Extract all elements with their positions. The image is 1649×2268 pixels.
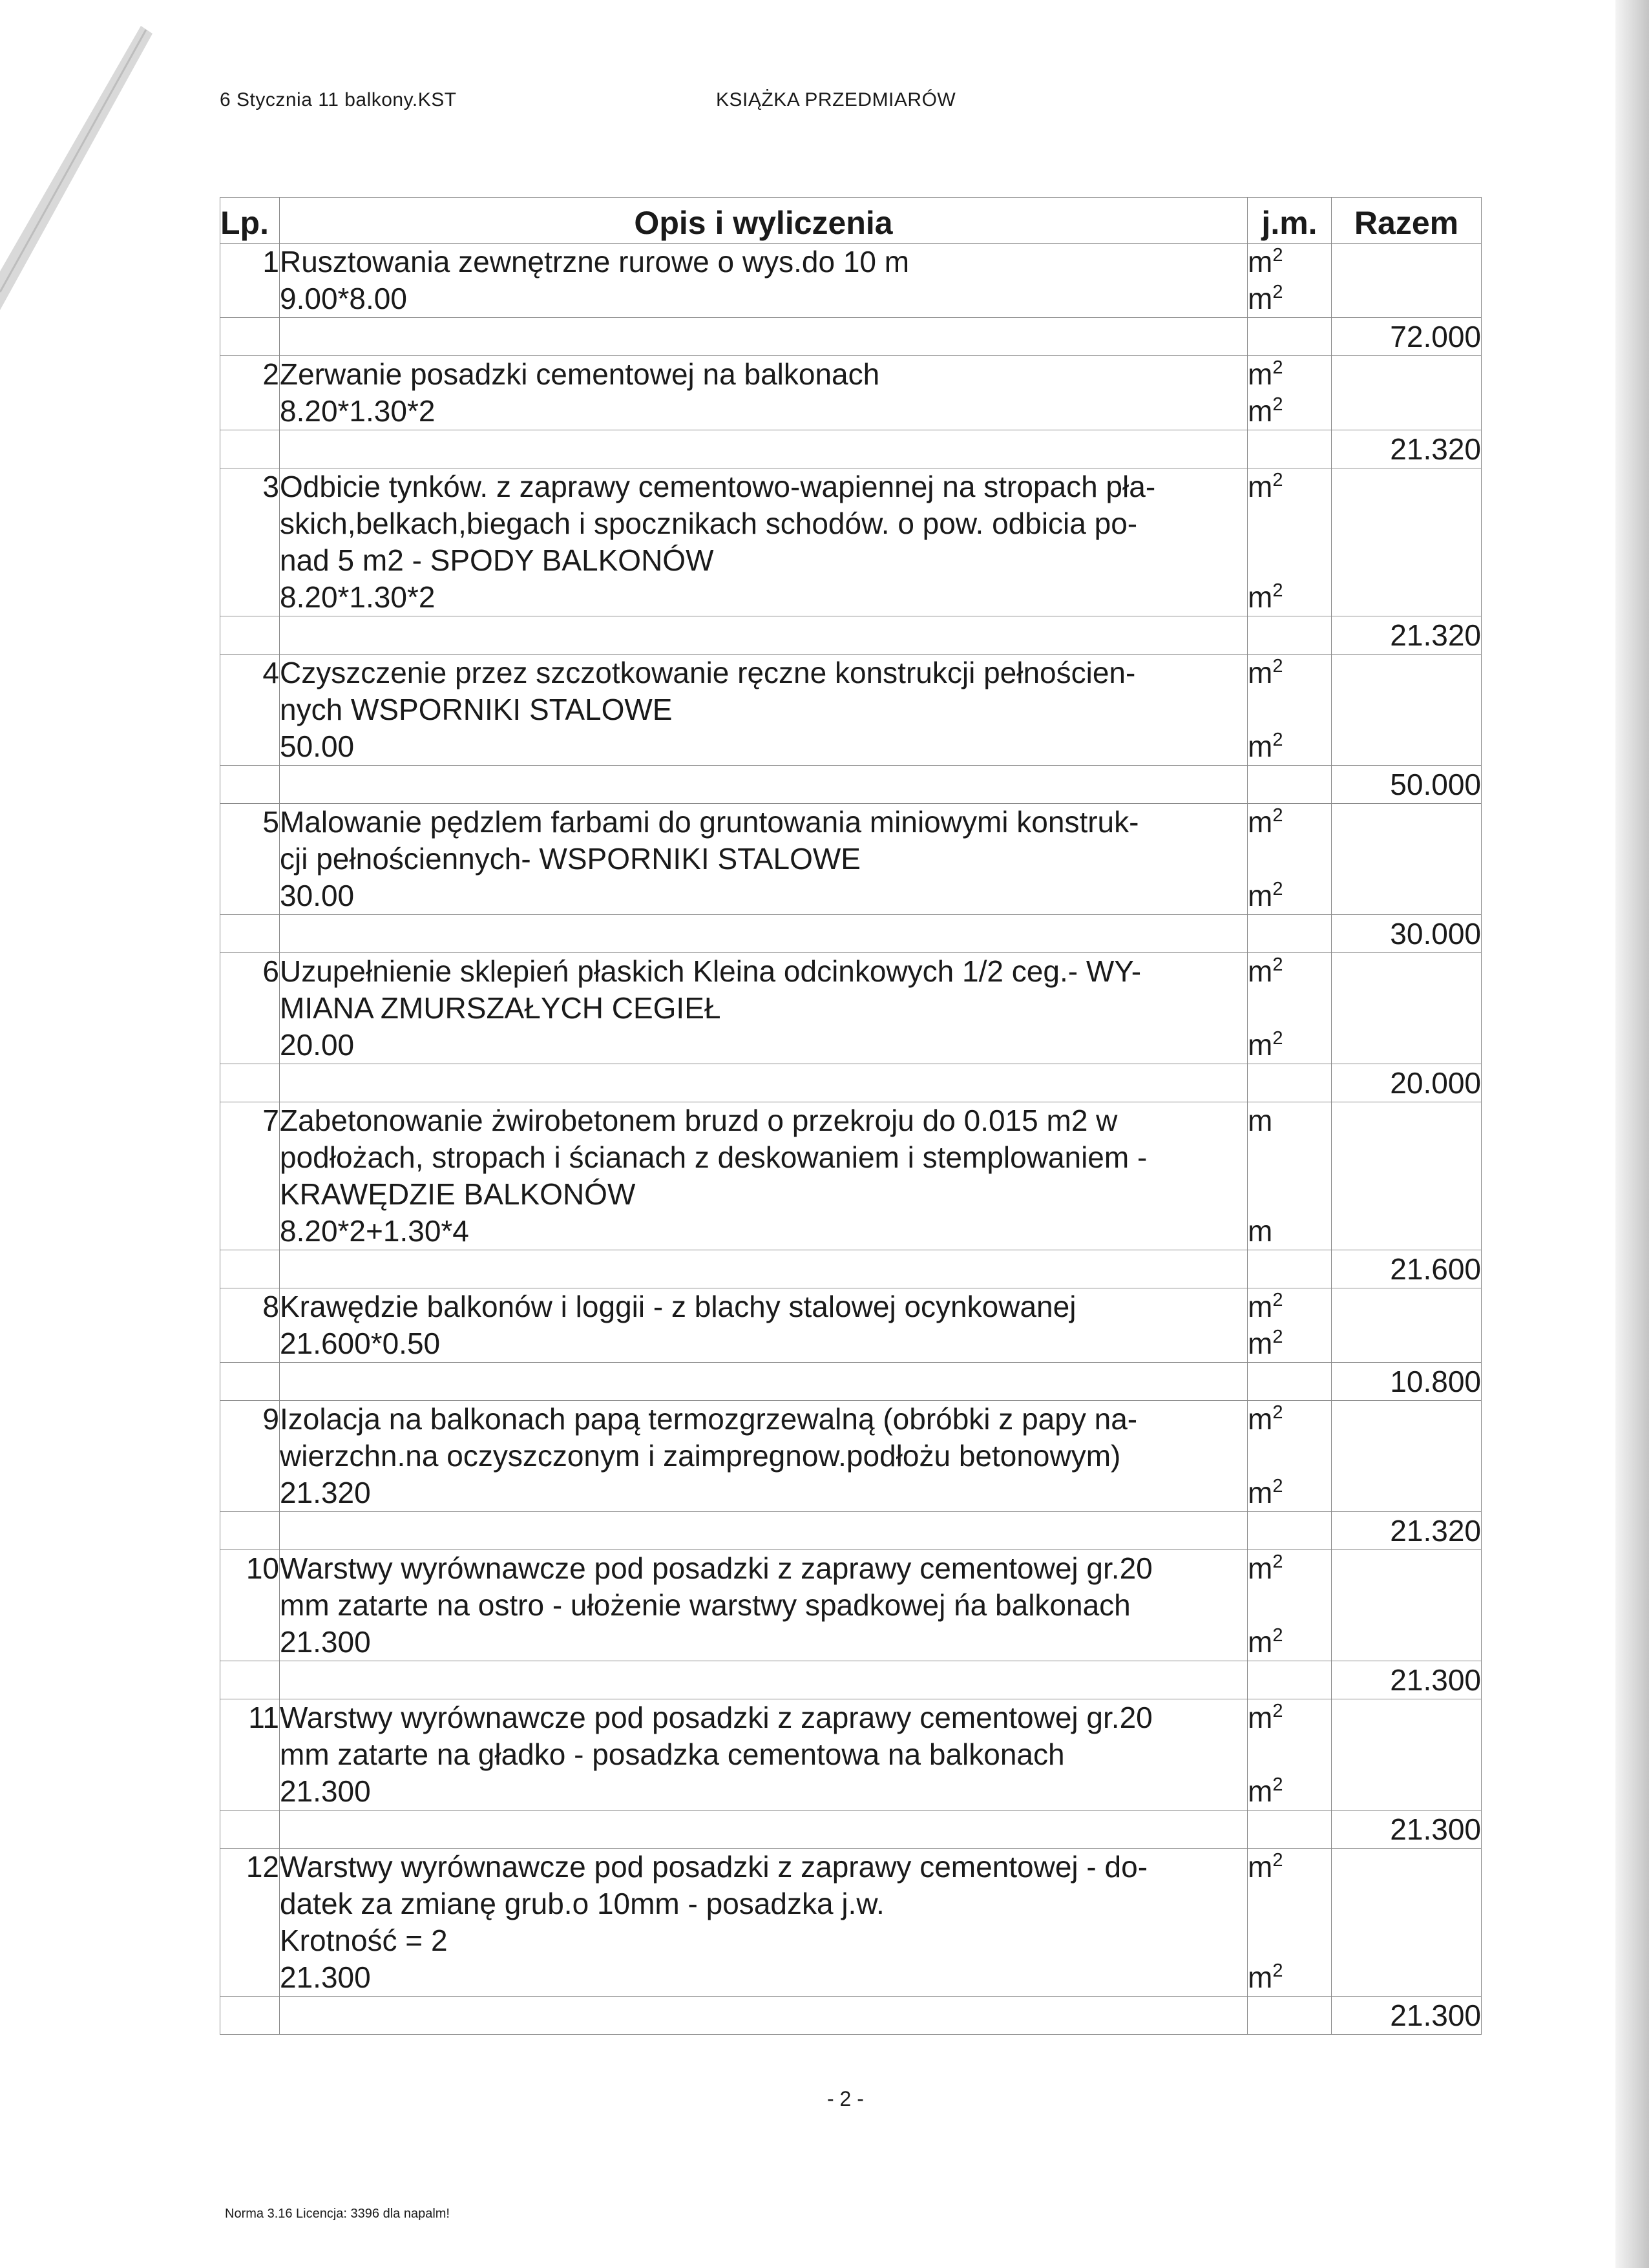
column-header-unit: j.m.	[1248, 198, 1332, 244]
unit-base: m	[1248, 1850, 1273, 1884]
unit-exponent: 2	[1272, 1290, 1283, 1310]
item-unit	[1248, 1102, 1332, 1250]
item-description	[280, 655, 1248, 766]
item-description	[280, 1849, 1248, 1997]
unit-exponent: 2	[1272, 357, 1283, 378]
empty-cell	[220, 1250, 280, 1288]
calculation-line: 21.300	[280, 1625, 371, 1659]
unit-base: m	[1248, 282, 1273, 315]
calculation-line: 30.00	[280, 879, 355, 912]
empty-cell	[1248, 1811, 1332, 1849]
unit-base: m	[1248, 1104, 1273, 1137]
empty-cell	[280, 1250, 1248, 1288]
unit-spacer	[1248, 1139, 1331, 1176]
item-total: 50.000	[1332, 766, 1482, 804]
unit-exponent: 2	[1272, 1774, 1283, 1795]
calculation-line: 21.300	[280, 1960, 371, 1994]
empty-cell	[280, 1363, 1248, 1401]
item-unit	[1248, 1550, 1332, 1661]
empty-cell	[220, 1512, 280, 1550]
table-row	[220, 655, 1482, 766]
item-description	[280, 1550, 1248, 1661]
unit-label	[1248, 393, 1331, 430]
calculation-line: 8.20*1.30*2	[280, 394, 436, 428]
empty-cell	[220, 318, 280, 356]
item-unit	[1248, 1849, 1332, 1997]
unit-base: m	[1248, 1476, 1273, 1509]
description-line: Odbicie tynków. z zaprawy cementowo-wapiennej na stropach pła-	[280, 470, 1156, 503]
description-line: Zabetonowanie żwirobetonem bruzd o przekroju do 0.015 m2 w	[280, 1104, 1118, 1137]
total-spacer-cell	[1332, 953, 1482, 1064]
table-row	[220, 1550, 1482, 1661]
calculation-line: 21.320	[280, 1476, 371, 1509]
total-spacer-cell	[1332, 244, 1482, 318]
unit-label	[1248, 655, 1331, 691]
unit-label	[1248, 1288, 1331, 1325]
column-header-total: Razem	[1332, 198, 1482, 244]
unit-label	[1248, 1325, 1331, 1362]
description-line: mm zatarte na gładko - posadzka cementowa na balkonach	[280, 1738, 1065, 1771]
description-line: Izolacja na balkonach papą termozgrzewalną (obróbki z papy na-	[280, 1402, 1138, 1436]
empty-cell	[220, 616, 280, 655]
unit-base: m	[1248, 1214, 1273, 1248]
unit-label	[1248, 877, 1331, 914]
empty-cell	[220, 1363, 280, 1401]
description-line: KRAWĘDZIE BALKONÓW	[280, 1177, 636, 1211]
unit-label	[1248, 468, 1331, 505]
scan-corner-mark	[0, 0, 168, 310]
unit-exponent: 2	[1272, 805, 1283, 826]
unit-base: m	[1248, 1960, 1273, 1994]
description-line: Rusztowania zewnętrzne rurowe o wys.do 10 m	[280, 245, 910, 278]
unit-base: m	[1248, 805, 1273, 839]
total-spacer-cell	[1332, 1102, 1482, 1250]
item-description	[280, 356, 1248, 430]
item-total: 21.320	[1332, 430, 1482, 468]
table-row	[220, 804, 1482, 915]
unit-label	[1248, 1624, 1331, 1661]
total-spacer-cell	[1332, 804, 1482, 915]
item-description	[280, 468, 1248, 616]
item-number: 1	[220, 244, 280, 318]
unit-spacer	[1248, 1885, 1331, 1922]
table-row	[220, 1288, 1482, 1363]
total-spacer-cell	[1332, 655, 1482, 766]
description-line: Krotność = 2	[280, 1924, 448, 1957]
item-unit	[1248, 1699, 1332, 1811]
unit-base: m	[1248, 1774, 1273, 1808]
document-title: KSIĄŻKA PRZEDMIARÓW	[716, 89, 956, 110]
unit-label	[1248, 953, 1331, 990]
unit-spacer	[1248, 542, 1331, 579]
unit-exponent: 2	[1272, 730, 1283, 750]
calculation-line: 9.00*8.00	[280, 282, 407, 315]
empty-cell	[1248, 1661, 1332, 1699]
calculation-line: 8.20*2+1.30*4	[280, 1214, 469, 1248]
total-row	[220, 1997, 1482, 2035]
item-total: 21.300	[1332, 1811, 1482, 1849]
item-number: 3	[220, 468, 280, 616]
item-description	[280, 1401, 1248, 1512]
unit-spacer	[1248, 1438, 1331, 1475]
empty-cell	[1248, 430, 1332, 468]
description-line: podłożach, stropach i ścianach z deskowaniem i stemplowaniem -	[280, 1140, 1148, 1174]
unit-label	[1248, 280, 1331, 317]
description-line: Krawędzie balkonów i loggii - z blachy stalowej ocynkowanej	[280, 1290, 1077, 1323]
unit-exponent: 2	[1272, 394, 1283, 415]
empty-cell	[280, 1064, 1248, 1102]
total-row	[220, 766, 1482, 804]
table-header-row	[220, 198, 1482, 244]
unit-base: m	[1248, 1290, 1273, 1323]
unit-spacer	[1248, 691, 1331, 728]
total-row	[220, 1064, 1482, 1102]
description-line: MIANA ZMURSZAŁYCH CEGIEŁ	[280, 991, 721, 1025]
item-description	[280, 804, 1248, 915]
empty-cell	[280, 430, 1248, 468]
unit-label	[1248, 804, 1331, 841]
item-number: 5	[220, 804, 280, 915]
unit-exponent: 2	[1272, 1402, 1283, 1423]
empty-cell	[280, 318, 1248, 356]
calculation-line: 21.300	[280, 1774, 371, 1808]
total-row	[220, 1661, 1482, 1699]
bill-of-quantities-table	[220, 197, 1482, 2035]
unit-exponent: 2	[1272, 1327, 1283, 1347]
empty-cell	[1248, 766, 1332, 804]
column-header-description: Opis i wyliczenia	[280, 198, 1248, 244]
total-row	[220, 1512, 1482, 1550]
total-spacer-cell	[1332, 468, 1482, 616]
unit-base: m	[1248, 954, 1273, 988]
description-line: Zerwanie posadzki cementowej na balkonach	[280, 357, 880, 391]
empty-cell	[220, 1997, 280, 2035]
unit-label	[1248, 1475, 1331, 1511]
total-spacer-cell	[1332, 1288, 1482, 1363]
unit-spacer	[1248, 1736, 1331, 1773]
unit-exponent: 2	[1272, 1960, 1283, 1981]
empty-cell	[280, 1661, 1248, 1699]
description-line: skich,belkach,biegach i spocznikach schodów. o pow. odbicia po-	[280, 507, 1138, 540]
total-row	[220, 915, 1482, 953]
item-number: 7	[220, 1102, 280, 1250]
item-total: 10.800	[1332, 1363, 1482, 1401]
unit-spacer	[1248, 841, 1331, 877]
unit-label	[1248, 244, 1331, 280]
item-unit	[1248, 1288, 1332, 1363]
unit-exponent: 2	[1272, 282, 1283, 302]
unit-base: m	[1248, 470, 1273, 503]
unit-base: m	[1248, 879, 1273, 912]
description-line: Czyszczenie przez szczotkowanie ręczne konstrukcji pełnościen-	[280, 656, 1136, 689]
description-line: datek za zmianę grub.o 10mm - posadzka j.w.	[280, 1887, 885, 1920]
item-unit	[1248, 804, 1332, 915]
total-row	[220, 616, 1482, 655]
item-number: 12	[220, 1849, 280, 1997]
empty-cell	[280, 915, 1248, 953]
unit-base: m	[1248, 1701, 1273, 1734]
empty-cell	[280, 766, 1248, 804]
description-line: Uzupełnienie sklepień płaskich Kleina odcinkowych 1/2 ceg.- WY-	[280, 954, 1142, 988]
item-total: 21.320	[1332, 1512, 1482, 1550]
empty-cell	[220, 766, 280, 804]
table-row	[220, 1849, 1482, 1997]
total-row	[220, 1250, 1482, 1288]
table-row	[220, 356, 1482, 430]
description-line: Warstwy wyrównawcze pod posadzki z zaprawy cementowej gr.20	[280, 1701, 1153, 1734]
empty-cell	[280, 1997, 1248, 2035]
unit-label	[1248, 1213, 1331, 1250]
unit-exponent: 2	[1272, 1625, 1283, 1646]
empty-cell	[1248, 1064, 1332, 1102]
total-spacer-cell	[1332, 1849, 1482, 1997]
unit-label	[1248, 1959, 1331, 1996]
item-unit	[1248, 1401, 1332, 1512]
unit-exponent: 2	[1272, 1551, 1283, 1572]
description-line: mm zatarte na ostro - ułożenie warstwy spadkowej ńa balkonach	[280, 1588, 1131, 1622]
empty-cell	[220, 915, 280, 953]
total-row	[220, 318, 1482, 356]
table-row	[220, 1401, 1482, 1512]
unit-base: m	[1248, 357, 1273, 391]
empty-cell	[1248, 1363, 1332, 1401]
item-total: 20.000	[1332, 1064, 1482, 1102]
unit-label	[1248, 1401, 1331, 1438]
unit-exponent: 2	[1272, 954, 1283, 975]
item-description	[280, 1288, 1248, 1363]
item-total: 30.000	[1332, 915, 1482, 953]
unit-label	[1248, 1699, 1331, 1736]
description-line: Warstwy wyrównawcze pod posadzki z zaprawy cementowej - do-	[280, 1850, 1148, 1884]
unit-exponent: 2	[1272, 580, 1283, 601]
description-line: wierzchn.na oczyszczonym i zaimpregnow.podłożu betonowym)	[280, 1439, 1121, 1473]
total-spacer-cell	[1332, 1699, 1482, 1811]
total-spacer-cell	[1332, 1401, 1482, 1512]
column-header-lp: Lp.	[220, 198, 280, 244]
item-total: 21.600	[1332, 1250, 1482, 1288]
item-number: 11	[220, 1699, 280, 1811]
item-total: 21.320	[1332, 616, 1482, 655]
item-unit	[1248, 468, 1332, 616]
unit-base: m	[1248, 1625, 1273, 1659]
unit-spacer	[1248, 1176, 1331, 1213]
page-number: - 2 -	[827, 2087, 864, 2110]
unit-label	[1248, 1773, 1331, 1810]
table-row	[220, 244, 1482, 318]
calculation-line: 50.00	[280, 730, 355, 763]
total-row	[220, 1811, 1482, 1849]
unit-label	[1248, 1027, 1331, 1064]
item-total: 21.300	[1332, 1997, 1482, 2035]
empty-cell	[1248, 616, 1332, 655]
unit-base: m	[1248, 1551, 1273, 1585]
unit-base: m	[1248, 1028, 1273, 1062]
unit-base: m	[1248, 1402, 1273, 1436]
unit-exponent: 2	[1272, 470, 1283, 490]
total-spacer-cell	[1332, 356, 1482, 430]
license-footer: Norma 3.16 Licencja: 3396 dla napalm!	[225, 2207, 450, 2221]
unit-spacer	[1248, 990, 1331, 1027]
item-number: 8	[220, 1288, 280, 1363]
item-unit	[1248, 356, 1332, 430]
item-unit	[1248, 953, 1332, 1064]
empty-cell	[220, 1661, 280, 1699]
unit-exponent: 2	[1272, 245, 1283, 266]
unit-exponent: 2	[1272, 1028, 1283, 1049]
unit-exponent: 2	[1272, 879, 1283, 899]
description-line: nych WSPORNIKI STALOWE	[280, 693, 673, 726]
item-total: 72.000	[1332, 318, 1482, 356]
unit-label	[1248, 579, 1331, 616]
empty-cell	[280, 1811, 1248, 1849]
item-description	[280, 244, 1248, 318]
total-row	[220, 1363, 1482, 1401]
empty-cell	[1248, 318, 1332, 356]
empty-cell	[1248, 915, 1332, 953]
unit-label	[1248, 356, 1331, 393]
calculation-line: 8.20*1.30*2	[280, 580, 436, 614]
unit-label	[1248, 1102, 1331, 1139]
unit-spacer	[1248, 1587, 1331, 1624]
description-line: cji pełnościennych- WSPORNIKI STALOWE	[280, 842, 861, 876]
table-row	[220, 468, 1482, 616]
unit-base: m	[1248, 580, 1273, 614]
unit-label	[1248, 728, 1331, 765]
empty-cell	[280, 1512, 1248, 1550]
unit-exponent: 2	[1272, 1476, 1283, 1496]
empty-cell	[1248, 1997, 1332, 2035]
calculation-line: 21.600*0.50	[280, 1327, 441, 1360]
table-row	[220, 1699, 1482, 1811]
item-number: 2	[220, 356, 280, 430]
item-unit	[1248, 655, 1332, 766]
unit-base: m	[1248, 1327, 1273, 1360]
item-number: 10	[220, 1550, 280, 1661]
item-description	[280, 1102, 1248, 1250]
unit-exponent: 2	[1272, 656, 1283, 677]
table-body	[220, 244, 1482, 2035]
unit-label	[1248, 1849, 1331, 1885]
total-row	[220, 430, 1482, 468]
empty-cell	[1248, 1250, 1332, 1288]
empty-cell	[280, 616, 1248, 655]
empty-cell	[220, 1811, 280, 1849]
item-description	[280, 1699, 1248, 1811]
description-line: nad 5 m2 - SPODY BALKONÓW	[280, 543, 714, 577]
unit-base: m	[1248, 730, 1273, 763]
empty-cell	[220, 430, 280, 468]
empty-cell	[220, 1064, 280, 1102]
item-total: 21.300	[1332, 1661, 1482, 1699]
total-spacer-cell	[1332, 1550, 1482, 1661]
scan-edge-shadow	[1615, 0, 1649, 2268]
document-file-name: 6 Stycznia 11 balkony.KST	[220, 89, 457, 110]
item-number: 4	[220, 655, 280, 766]
calculation-line: 20.00	[280, 1028, 355, 1062]
table-row	[220, 953, 1482, 1064]
item-unit	[1248, 244, 1332, 318]
empty-cell	[1248, 1512, 1332, 1550]
table-row	[220, 1102, 1482, 1250]
unit-exponent: 2	[1272, 1850, 1283, 1871]
item-number: 9	[220, 1401, 280, 1512]
description-line: Warstwy wyrównawcze pod posadzki z zaprawy cementowej gr.20	[280, 1551, 1153, 1585]
description-line: Malowanie pędzlem farbami do gruntowania miniowymi konstruk-	[280, 805, 1139, 839]
unit-base: m	[1248, 656, 1273, 689]
item-number: 6	[220, 953, 280, 1064]
unit-base: m	[1248, 394, 1273, 428]
item-description	[280, 953, 1248, 1064]
unit-spacer	[1248, 1922, 1331, 1959]
unit-spacer	[1248, 505, 1331, 542]
unit-exponent: 2	[1272, 1701, 1283, 1721]
unit-base: m	[1248, 245, 1273, 278]
unit-label	[1248, 1550, 1331, 1587]
